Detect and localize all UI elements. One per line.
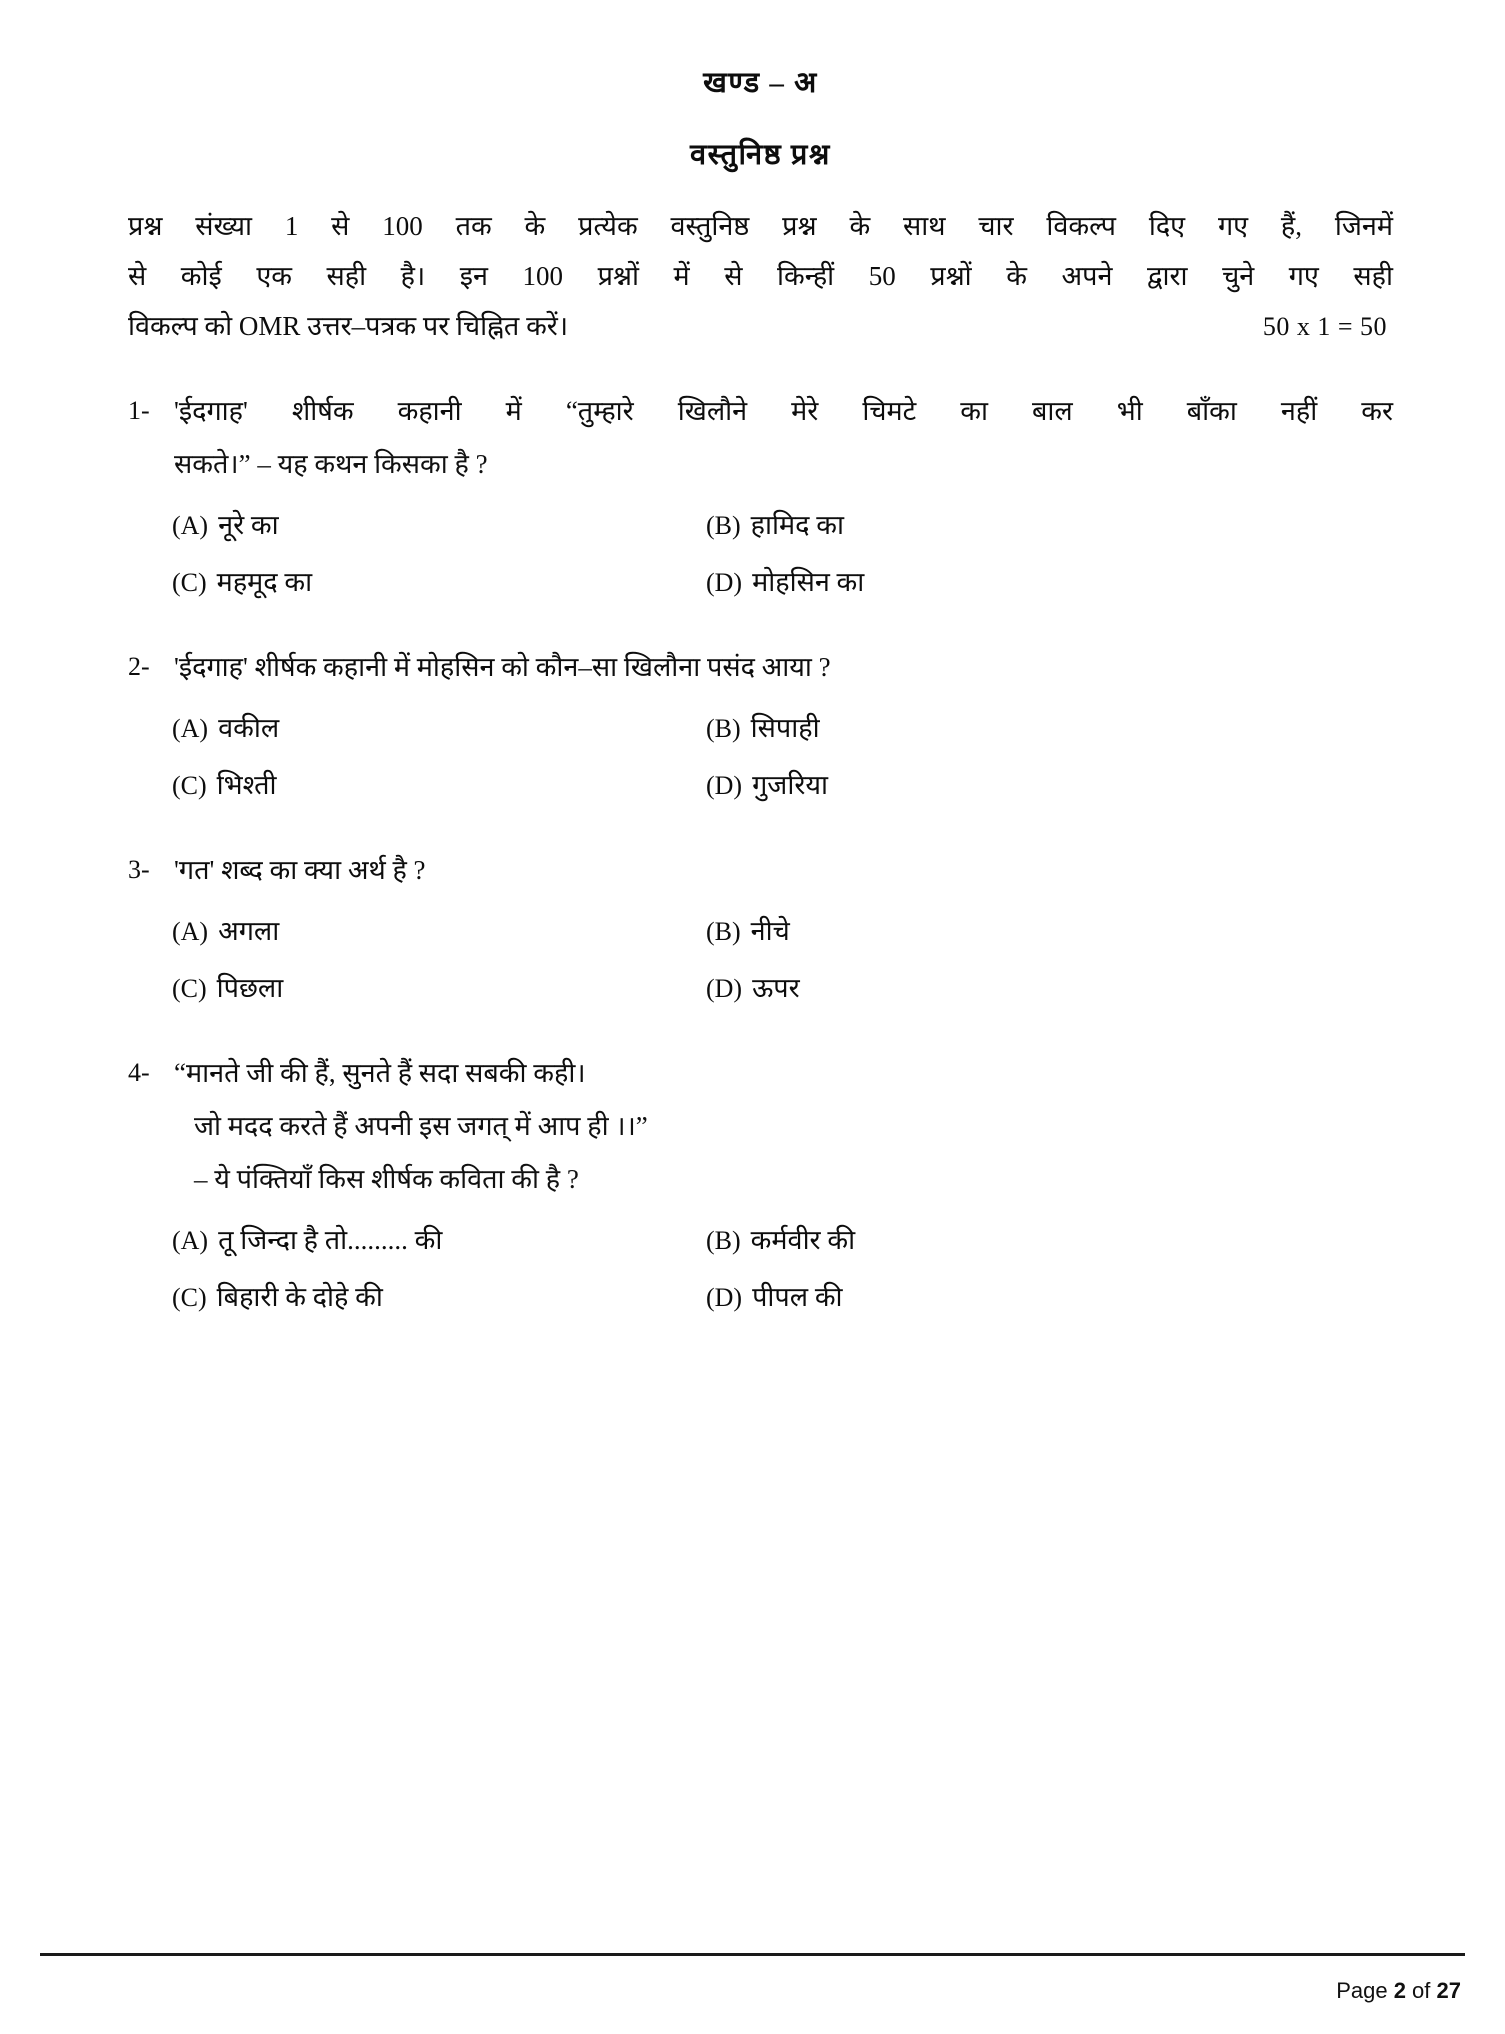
question-text-4-line-1: “मानते जी की हैं, सुनते हैं सदा सबकी कही।: [174, 1058, 586, 1088]
option-3-D[interactable]: [682, 975, 1393, 1002]
instruction-line-2: से कोई एक सही है। इन 100 प्रश्नों में से किन्हीं 50 प्रश्नों के अपने द्वारा चुने गए सही: [128, 261, 1393, 291]
option-label-C: (C): [172, 1283, 207, 1312]
option-label-B: (B): [706, 1226, 741, 1255]
option-text-C: भिश्ती: [216, 770, 277, 800]
question-block-2: [128, 654, 1393, 799]
option-label-C: (C): [172, 974, 207, 1003]
question-text-4-line-2: जो मदद करते हैं अपनी इस जगत् में आप ही ।।”: [194, 1111, 648, 1141]
question-2-first-line: [128, 654, 1393, 681]
question-text-2-line-1: 'ईदगाह' शीर्षक कहानी में मोहसिन को कौन–सा खिलौना पसंद आया ?: [174, 652, 831, 682]
question-number-2: 2-: [128, 652, 150, 681]
option-text-D: ऊपर: [752, 973, 800, 1003]
option-4-D[interactable]: [682, 1284, 1393, 1311]
question-number-3: 3-: [128, 855, 150, 884]
option-4-C[interactable]: [128, 1284, 682, 1311]
option-label-D: (D): [706, 568, 743, 597]
instruction-line-1: प्रश्न संख्या 1 से 100 तक के प्रत्येक वस्तुनिष्ठ प्रश्न के साथ चार विकल्प दिए गए हैं, जिनमें: [128, 211, 1393, 241]
option-text-B: हामिद का: [750, 510, 844, 540]
option-3-A[interactable]: [128, 918, 682, 945]
instruction-line-3: विकल्प को OMR उत्तर–पत्रक पर चिह्नित करें।: [128, 311, 569, 341]
option-text-A: नूरे का: [218, 510, 279, 540]
option-4-A[interactable]: [128, 1227, 682, 1254]
option-label-A: (A): [172, 511, 209, 540]
option-label-A: (A): [172, 917, 209, 946]
option-label-C: (C): [172, 771, 207, 800]
option-4-B[interactable]: [682, 1227, 1393, 1254]
option-text-D: मोहसिन का: [752, 567, 865, 597]
instruction-line-3-row: [128, 313, 1393, 340]
option-1-C[interactable]: [128, 569, 682, 596]
option-text-A: तू जिन्दा है तो......... की: [218, 1225, 443, 1255]
question-text-1-line-1: 'ईदगाह' शीर्षक कहानी में “तुम्हारे खिलौने मेरे चिमटे का बाल भी बाँका नहीं कर: [174, 396, 1393, 426]
question-4-first-line: [128, 1060, 1393, 1087]
option-1-B[interactable]: [682, 512, 1393, 539]
option-row-2-top: [128, 715, 1393, 742]
option-label-B: (B): [706, 917, 741, 946]
option-text-B: नीचे: [750, 916, 790, 946]
option-label-C: (C): [172, 568, 207, 597]
option-row-1-bottom: [128, 569, 1393, 596]
question-number-4: 4-: [128, 1058, 150, 1087]
option-2-D[interactable]: [682, 772, 1393, 799]
options-1: [128, 512, 1393, 596]
option-text-C: महमूद का: [216, 567, 313, 597]
option-2-A[interactable]: [128, 715, 682, 742]
question-1-first-line: [128, 398, 1393, 425]
option-label-B: (B): [706, 511, 741, 540]
option-text-D: गुजरिया: [752, 770, 829, 800]
instructions-block: [128, 213, 1393, 340]
sub-heading: वस्तुनिष्ठ प्रश्न: [690, 139, 831, 171]
option-text-C: बिहारी के दोहे की: [216, 1282, 383, 1312]
options-2: [128, 715, 1393, 799]
option-3-B[interactable]: [682, 918, 1393, 945]
option-text-B: सिपाही: [750, 713, 820, 743]
question-text-1-line-2: सकते।” – यह कथन किसका है ?: [174, 449, 488, 479]
footer-divider: [40, 1953, 1465, 1956]
option-row-2-bottom: [128, 772, 1393, 799]
option-label-D: (D): [706, 1283, 743, 1312]
footer-prefix: Page: [1336, 1978, 1394, 2003]
question-block-1: [128, 398, 1393, 596]
option-row-3-top: [128, 918, 1393, 945]
options-3: [128, 918, 1393, 1002]
option-label-D: (D): [706, 771, 743, 800]
option-2-B[interactable]: [682, 715, 1393, 742]
option-row-3-bottom: [128, 975, 1393, 1002]
page-footer: [1336, 1978, 1461, 2004]
option-text-D: पीपल की: [752, 1282, 843, 1312]
marks-allocation: 50 x 1 = 50: [1262, 312, 1387, 341]
question-block-3: [128, 857, 1393, 1002]
question-text-3-line-1: 'गत' शब्द का क्या अर्थ है ?: [174, 855, 426, 885]
option-1-A[interactable]: [128, 512, 682, 539]
question-number-1: 1-: [128, 396, 150, 425]
option-1-D[interactable]: [682, 569, 1393, 596]
footer-total-pages: 27: [1436, 1978, 1461, 2003]
page-content: [128, 0, 1393, 1311]
option-3-C[interactable]: [128, 975, 682, 1002]
option-2-C[interactable]: [128, 772, 682, 799]
options-4: [128, 1227, 1393, 1311]
question-text-4-line-3: – ये पंक्तियाँ किस शीर्षक कविता की है ?: [194, 1164, 579, 1194]
footer-middle: of: [1405, 1978, 1437, 2003]
footer-page-number: 2: [1393, 1978, 1406, 2003]
option-row-1-top: [128, 512, 1393, 539]
option-label-D: (D): [706, 974, 743, 1003]
option-label-A: (A): [172, 714, 209, 743]
option-label-A: (A): [172, 1226, 209, 1255]
option-text-C: पिछला: [216, 973, 284, 1003]
question-block-4: [128, 1060, 1393, 1311]
option-row-4-bottom: [128, 1284, 1393, 1311]
option-row-4-top: [128, 1227, 1393, 1254]
option-text-B: कर्मवीर की: [750, 1225, 856, 1255]
option-text-A: अगला: [218, 916, 280, 946]
option-text-A: वकील: [218, 713, 280, 743]
question-3-first-line: [128, 857, 1393, 884]
option-label-B: (B): [706, 714, 741, 743]
section-heading: खण्ड – अ: [703, 67, 818, 99]
